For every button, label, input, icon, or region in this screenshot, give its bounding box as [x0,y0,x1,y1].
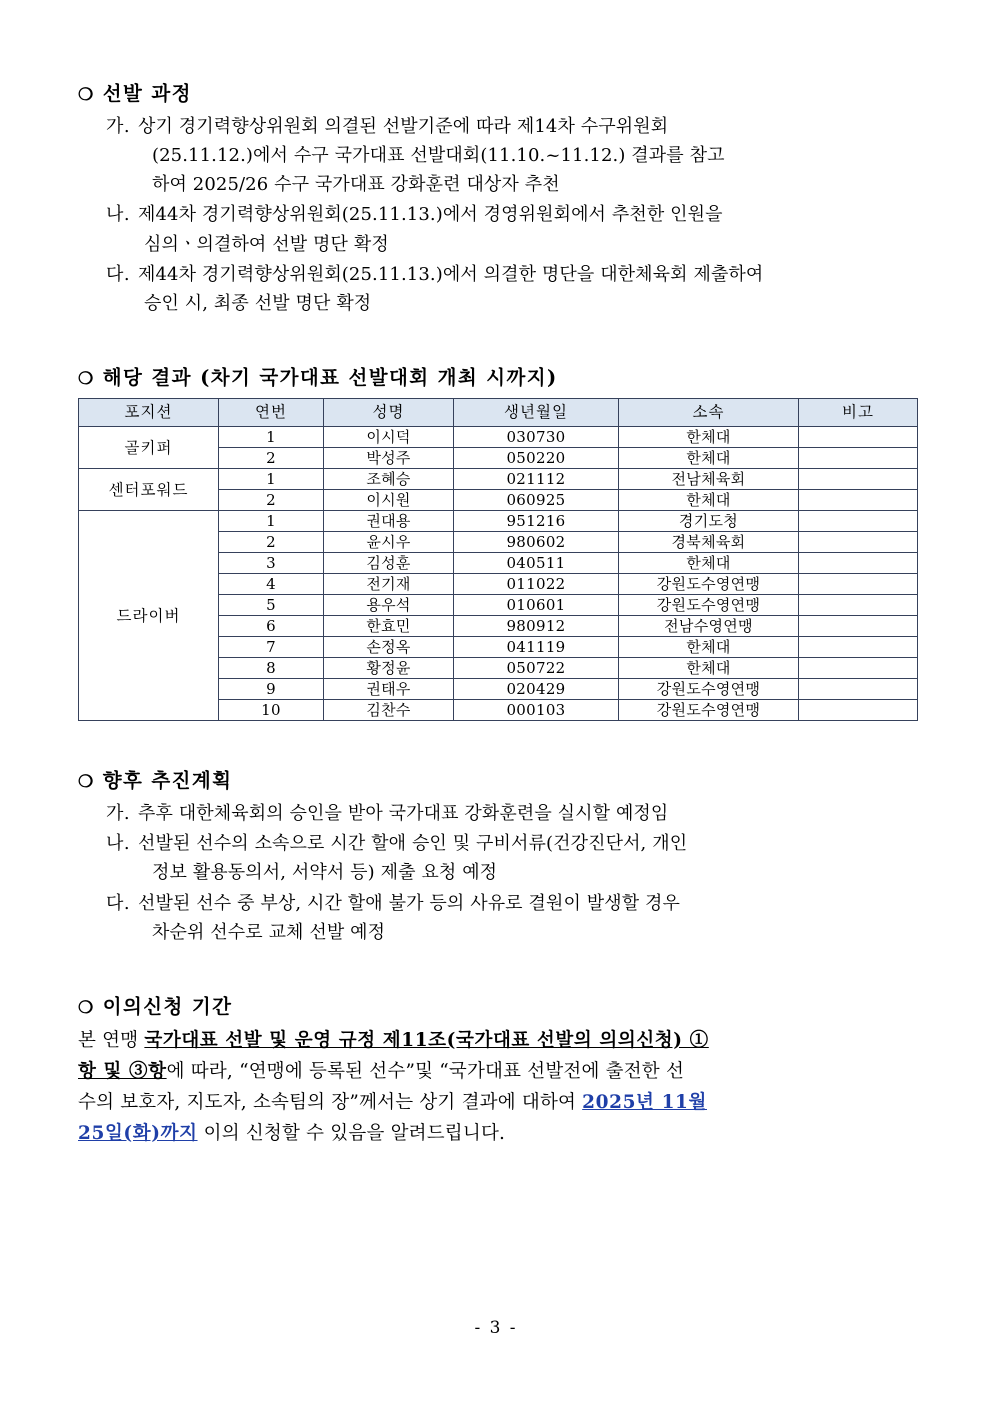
section-selection-process [78,78,923,318]
section-objection [78,991,923,1149]
cell-org: 한체대 [619,448,799,469]
cell-dob: 980912 [454,616,619,637]
cell-remark [799,448,918,469]
table-row [79,427,918,448]
list-item-label: 가. [106,803,131,825]
text-line: 선발된 선수의 소속으로 시간 할애 승인 및 구비서류(건강진단서, 개인 [138,833,688,855]
regulation-reference: 국가대표 선발 및 운영 규정 제11조(국가대표 선발의 의의신청) ① [144,1029,709,1051]
cell-number: 2 [219,490,324,511]
paragraph-text: 이의 신청할 수 있음을 알려드립니다. [197,1123,506,1145]
section-title: 향후 추진계획 [102,769,233,793]
section-heading-objection [78,991,923,1019]
list-item-body [138,200,923,258]
cell-position: 드라이버 [79,511,219,721]
column-header-dob: 생년월일 [454,399,619,427]
cell-dob: 050722 [454,658,619,679]
cell-remark [799,490,918,511]
section-heading-selection-process [78,78,923,106]
cell-name: 이시덕 [324,427,454,448]
cell-dob: 030730 [454,427,619,448]
cell-name: 한효민 [324,616,454,637]
cell-name: 손정옥 [324,637,454,658]
circle-bullet-icon: ❍ [78,997,94,1018]
cell-name: 권대용 [324,511,454,532]
spacer [78,324,923,362]
text-line: 심의ㆍ의결하여 선발 명단 확정 [144,233,389,255]
cell-number: 1 [219,469,324,490]
cell-remark [799,637,918,658]
circle-bullet-icon: ❍ [78,772,94,793]
list-item-body [138,889,923,947]
list-item [106,200,923,258]
text-line: 차순위 선수로 교체 선발 예정 [152,921,386,943]
column-header-position: 포지션 [79,399,219,427]
text-line [78,1025,923,1056]
list-item-label: 나. [106,833,131,855]
cell-name: 박성주 [324,448,454,469]
cell-dob: 000103 [454,700,619,721]
cell-org: 한체대 [619,637,799,658]
deadline-highlight-cont: 25일(화)까지 [78,1123,198,1145]
cell-dob: 040511 [454,553,619,574]
cell-org: 강원도수영연맹 [619,679,799,700]
column-header-org: 소속 [619,399,799,427]
cell-org: 한체대 [619,427,799,448]
text-line: 선발된 선수 중 부상, 시간 할애 불가 등의 사유로 결원이 발생할 경우 [138,892,681,914]
cell-name: 용우석 [324,595,454,616]
objection-paragraph [78,1025,923,1149]
cell-remark [799,658,918,679]
cell-dob: 951216 [454,511,619,532]
document-content [78,78,923,1155]
cell-number: 1 [219,511,324,532]
cell-org: 경기도청 [619,511,799,532]
list-item-body [138,799,923,828]
text-line [78,1056,923,1087]
cell-remark [799,532,918,553]
result-table [78,398,918,721]
cell-dob: 021112 [454,469,619,490]
cell-remark [799,511,918,532]
cell-position: 센터포워드 [79,469,219,511]
regulation-reference-cont: 항 및 ③항 [78,1060,167,1082]
section-title: 이의신청 기간 [102,994,233,1018]
table-row [79,469,918,490]
text-line: 제44차 경기력향상위원회(25.11.13.)에서 의결한 명단을 대한체육회 제출하여 [138,263,764,285]
paragraph-text: 본 연맹 [78,1029,145,1051]
cell-remark [799,469,918,490]
cell-name: 이시원 [324,490,454,511]
table-header-row [79,399,918,427]
list-item-label: 다. [106,892,131,914]
cell-remark [799,616,918,637]
cell-number: 9 [219,679,324,700]
cell-name: 권태우 [324,679,454,700]
cell-number: 5 [219,595,324,616]
cell-name: 김성훈 [324,553,454,574]
spacer [78,727,923,765]
cell-remark [799,700,918,721]
deadline-highlight: 2025년 11월 [582,1092,707,1114]
cell-org: 전남수영연맹 [619,616,799,637]
cell-number: 6 [219,616,324,637]
text-line [78,1087,923,1118]
section-heading-result [78,362,923,390]
cell-name: 윤시우 [324,532,454,553]
cell-name: 전기재 [324,574,454,595]
cell-dob: 041119 [454,637,619,658]
text-line: 제44차 경기력향상위원회(25.11.13.)에서 경영위원회에서 추천한 인원을 [138,204,723,226]
list-item-label: 다. [106,263,131,285]
cell-dob: 020429 [454,679,619,700]
cell-org: 강원도수영연맹 [619,595,799,616]
cell-dob: 011022 [454,574,619,595]
cell-name: 황정윤 [324,658,454,679]
cell-org: 경북체육회 [619,532,799,553]
cell-remark [799,679,918,700]
spacer [78,953,923,991]
cell-number: 8 [219,658,324,679]
list-item [106,260,923,318]
paragraph-text: 에 따라, “연맹에 등록된 선수”및 “국가대표 선발전에 출전한 선 [166,1060,685,1082]
cell-number: 3 [219,553,324,574]
list-item-body [138,829,923,887]
list-item [106,112,923,199]
cell-remark [799,595,918,616]
section-future-plan [78,765,923,947]
cell-remark [799,574,918,595]
page-number: - 3 - [474,1318,518,1338]
circle-bullet-icon: ❍ [78,85,94,105]
cell-number: 10 [219,700,324,721]
column-header-remark: 비고 [799,399,918,427]
cell-dob: 010601 [454,595,619,616]
list-item [106,889,923,947]
cell-org: 한체대 [619,490,799,511]
text-line: 상기 경기력향상위원회 의결된 선발기준에 따라 제14차 수구위원회 [138,116,669,137]
cell-org: 한체대 [619,658,799,679]
cell-number: 1 [219,427,324,448]
cell-org: 강원도수영연맹 [619,574,799,595]
cell-number: 4 [219,574,324,595]
text-line [78,1118,923,1149]
cell-org: 전남체육회 [619,469,799,490]
cell-org: 한체대 [619,553,799,574]
column-header-number: 연번 [219,399,324,427]
cell-dob: 980602 [454,532,619,553]
section-result [78,362,923,721]
section-title: 해당 결과 (차기 국가대표 선발대회 개최 시까지) [102,366,558,390]
text-line: 승인 시, 최종 선발 명단 확정 [144,292,372,314]
list-item-label: 가. [106,116,131,137]
cell-dob: 060925 [454,490,619,511]
table-row [79,511,918,532]
cell-number: 2 [219,448,324,469]
cell-position: 골키퍼 [79,427,219,469]
list-item [106,829,923,887]
cell-name: 김찬수 [324,700,454,721]
text-line: (25.11.12.)에서 수구 국가대표 선발대회(11.10.~11.12.) 결과를 참고 [152,145,725,167]
circle-bullet-icon: ❍ [78,369,94,390]
list-item-label: 나. [106,204,131,226]
text-line: 정보 활용동의서, 서약서 등) 제출 요청 예정 [152,862,498,884]
list-item [106,799,923,828]
section-heading-future-plan [78,765,923,793]
section-title: 선발 과정 [102,82,192,105]
list-item-body [138,112,923,199]
cell-name: 조혜승 [324,469,454,490]
list-item-body [138,260,923,318]
cell-dob: 050220 [454,448,619,469]
cell-number: 2 [219,532,324,553]
paragraph-text: 수의 보호자, 지도자, 소속팀의 장”께서는 상기 결과에 대하여 [78,1092,583,1114]
cell-org: 강원도수영연맹 [619,700,799,721]
cell-remark [799,427,918,448]
cell-number: 7 [219,637,324,658]
text-line: 추후 대한체육회의 승인을 받아 국가대표 강화훈련을 실시할 예정임 [138,803,669,825]
cell-remark [799,553,918,574]
text-line: 하여 2025/26 수구 국가대표 강화훈련 대상자 추천 [152,174,560,196]
column-header-name: 성명 [324,399,454,427]
